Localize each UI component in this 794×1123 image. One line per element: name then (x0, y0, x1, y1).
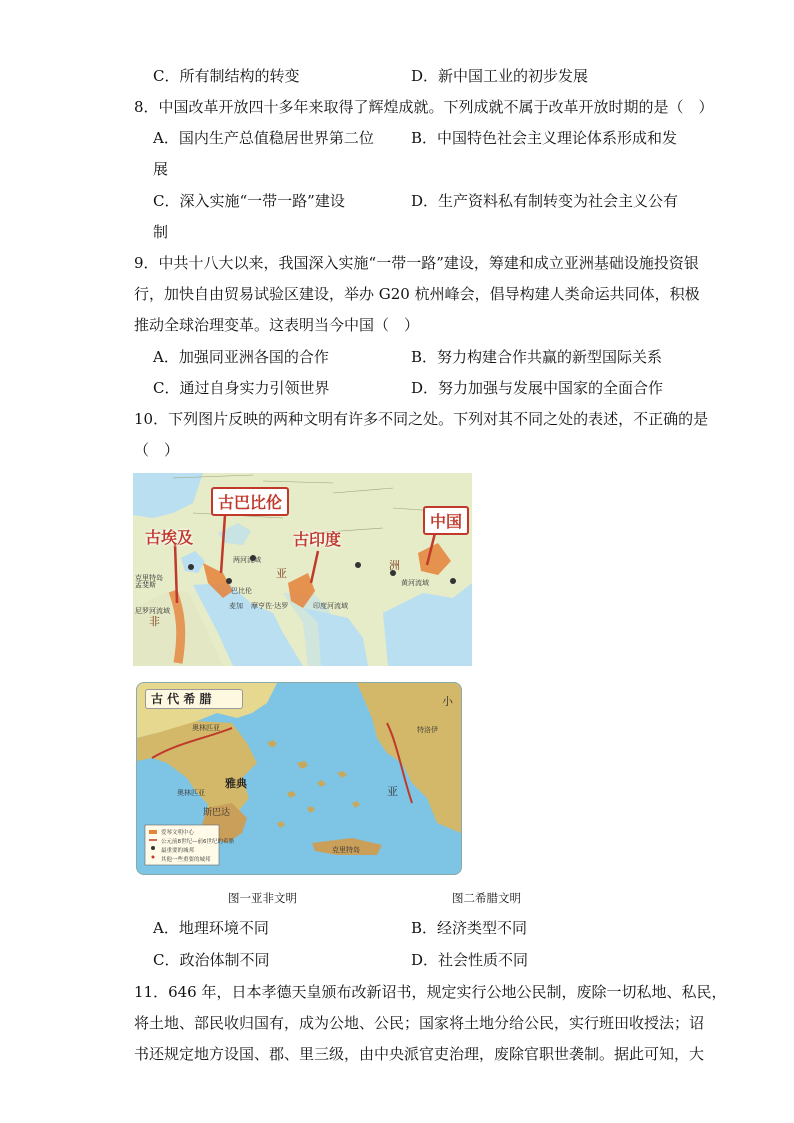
q7-option-c: C．所有制结构的转变 (153, 67, 300, 85)
label-olympia: 奥林匹亚 (177, 789, 205, 797)
label-china: 中国 (423, 506, 469, 535)
legend-item-3: 最重要的城邦 (161, 848, 195, 854)
legend-item-1: 爱琴文明中心 (161, 830, 195, 836)
label-asia-1: 亚 (276, 567, 287, 580)
q8-option-d: D．生产资料私有制转变为社会主义公有 (411, 192, 679, 210)
q10-option-a: A．地理环境不同 (153, 919, 269, 937)
label-crete: 克里特岛 (332, 846, 360, 854)
label-asia-minor-2: 亚 (387, 785, 398, 798)
legend-item-2: 公元前8世纪—前6世纪的希腊 (161, 839, 234, 845)
asia-africa-civilization-map (133, 473, 472, 666)
q10-option-d: D．社会性质不同 (411, 951, 529, 969)
label-troy: 特洛伊 (417, 726, 438, 734)
q9-option-c: C．通过自身实力引领世界 (153, 379, 330, 397)
q9-stem-line2: 行，加快自由贸易试验区建设，举办 G20 杭州峰会，倡导构建人类命运共同体，积极 (134, 285, 700, 303)
q11-stem-line1: 11．646 年，日本孝德天皇颁布改新诏书，规定实行公地公民制，废除一切私地、私民， (134, 983, 727, 1001)
caption-figure-1: 图一亚非文明 (228, 891, 297, 905)
q11-stem-line2: 将土地、部民收归国有，成为公地、公民；国家将土地分给公民，实行班田收授法；诏 (134, 1014, 705, 1032)
label-nile-area: 尼罗河流域 (135, 607, 170, 615)
q10-stem-line1: 10．下列图片反映的两种文明有许多不同之处。下列对其不同之处的表述，不正确的是 (134, 410, 709, 428)
ancient-greece-map (136, 682, 462, 875)
q8-option-a: A．国内生产总值稳居世界第二位 (153, 129, 374, 147)
q10-option-c: C．政治体制不同 (153, 951, 270, 969)
caption-figure-2: 图二希腊文明 (452, 891, 521, 905)
q11-stem-line3: 书还规定地方设国、郡、里三级，由中央派官吏治理，废除官职世袭制。据此可知，大 (134, 1045, 705, 1063)
label-memphis: 孟斐斯 (135, 581, 156, 589)
label-africa: 非 (149, 615, 160, 628)
label-asia-2: 洲 (389, 559, 400, 572)
q9-option-d: D．努力加强与发展中国家的全面合作 (411, 379, 664, 397)
label-mecca: 麦加 (229, 602, 243, 610)
label-asia-minor-1: 小 (442, 695, 453, 708)
q8-option-b-cont: 展 (153, 160, 169, 178)
q10-stem-line2: （ ） (134, 441, 180, 459)
label-olympia-top: 奥林匹亚 (192, 724, 220, 732)
q7-option-d: D．新中国工业的初步发展 (411, 67, 589, 85)
q9-option-a: A．加强同亚洲各国的合作 (153, 348, 329, 366)
q9-option-b: B．努力构建合作共赢的新型国际关系 (411, 348, 663, 366)
label-athens: 雅典 (225, 777, 247, 790)
label-indus-area: 印度河流域 (313, 602, 348, 610)
label-twin-river: 两河流域 (233, 556, 261, 564)
label-yellow-area: 黄河流域 (401, 579, 429, 587)
map1-terrain (133, 473, 472, 666)
q8-option-b: B．中国特色社会主义理论体系形成和发 (411, 129, 678, 147)
q8-stem: 8．中国改革开放四十多年来取得了辉煌成就。下列成就不属于改革开放时期的是（ ） (134, 98, 714, 116)
legend-item-4: 其他一些重要的城邦 (161, 857, 211, 863)
q8-option-c: C．深入实施“一带一路”建设 (153, 192, 345, 210)
q9-stem-line1: 9．中共十八大以来，我国深入实施“一带一路”建设，筹建和成立亚洲基础设施投资银 (134, 254, 699, 272)
label-sparta: 斯巴达 (203, 808, 231, 818)
label-crete-1: 克里特岛 (135, 574, 163, 582)
label-ancient-babylon: 古巴比伦 (211, 487, 289, 516)
map2-title: 古 代 希 腊 (151, 692, 212, 706)
q9-stem-line3: 推动全球治理变革。这表明当今中国（ ） (134, 316, 420, 334)
q8-option-d-cont: 制 (153, 223, 169, 241)
label-ancient-egypt: 古埃及 (145, 528, 194, 547)
label-ancient-india: 古印度 (293, 530, 342, 549)
label-mohenjo: 摩亨佐·达罗 (251, 602, 289, 610)
label-babylon-city: 巴比伦 (231, 587, 252, 595)
q10-option-b: B．经济类型不同 (411, 919, 528, 937)
